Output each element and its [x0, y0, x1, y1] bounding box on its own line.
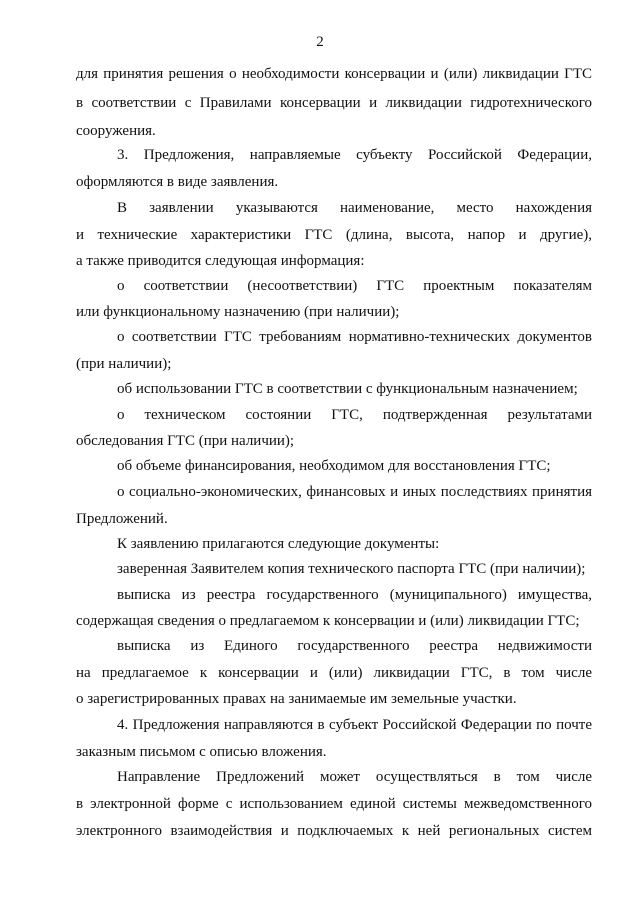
text-line: об объеме финансирования, необходимом для восстановления ГТС;: [117, 458, 551, 474]
text-line: содержащая сведения о предлагаемом к консервации и (или) ликвидации ГТС;: [76, 613, 580, 629]
text-line: выписка из реестра государственного (муниципального) имущества,: [117, 587, 592, 603]
text-line: сооружения.: [76, 123, 156, 139]
text-line: о социально-экономических, финансовых и иных последствиях принятия: [117, 484, 592, 500]
text-line: электронного взаимодействия и подключаемых к ней региональных систем: [76, 823, 592, 839]
text-line: Предложений.: [76, 511, 168, 527]
text-line: оформляются в виде заявления.: [76, 174, 279, 190]
text-line: (при наличии);: [76, 356, 172, 372]
text-line: 3. Предложения, направляемые субъекту Российской Федерации,: [117, 147, 592, 163]
text-line: на предлагаемое к консервации и (или) ликвидации ГТС, в том числе: [76, 665, 592, 681]
text-line: а также приводится следующая информация:: [76, 253, 365, 269]
text-line: о зарегистрированных правах на занимаемые им земельные участки.: [76, 691, 517, 707]
text-line: и технические характеристики ГТС (длина, высота, напор и другие),: [76, 227, 592, 243]
text-line: о соответствии (несоответствии) ГТС проектным показателям: [117, 278, 592, 294]
page-number: 2: [316, 34, 324, 50]
text-line: в соответствии с Правилами консервации и ликвидации гидротехнического: [76, 95, 592, 111]
text-line: В заявлении указываются наименование, место нахождения: [117, 200, 592, 216]
text-line: выписка из Единого государственного реестра недвижимости: [117, 638, 592, 654]
text-line: 4. Предложения направляются в субъект Российской Федерации по почте: [117, 717, 592, 733]
text-line: для принятия решения о необходимости консервации и (или) ликвидации ГТС: [76, 66, 592, 82]
text-line: заказным письмом с описью вложения.: [76, 744, 327, 760]
text-line: о соответствии ГТС требованиям нормативно-технических документов: [117, 329, 592, 345]
text-line: об использовании ГТС в соответствии с функциональным назначением;: [117, 381, 578, 397]
text-line: о техническом состоянии ГТС, подтвержденная результатами: [117, 407, 592, 423]
text-line: в электронной форме с использованием единой системы межведомственного: [76, 796, 592, 812]
text-line: или функциональному назначению (при наличии);: [76, 304, 400, 320]
text-line: заверенная Заявителем копия технического паспорта ГТС (при наличии);: [117, 561, 586, 577]
text-line: обследования ГТС (при наличии);: [76, 433, 295, 449]
text-line: К заявлению прилагаются следующие документы:: [117, 536, 440, 552]
text-line: Направление Предложений может осуществляться в том числе: [117, 769, 592, 785]
